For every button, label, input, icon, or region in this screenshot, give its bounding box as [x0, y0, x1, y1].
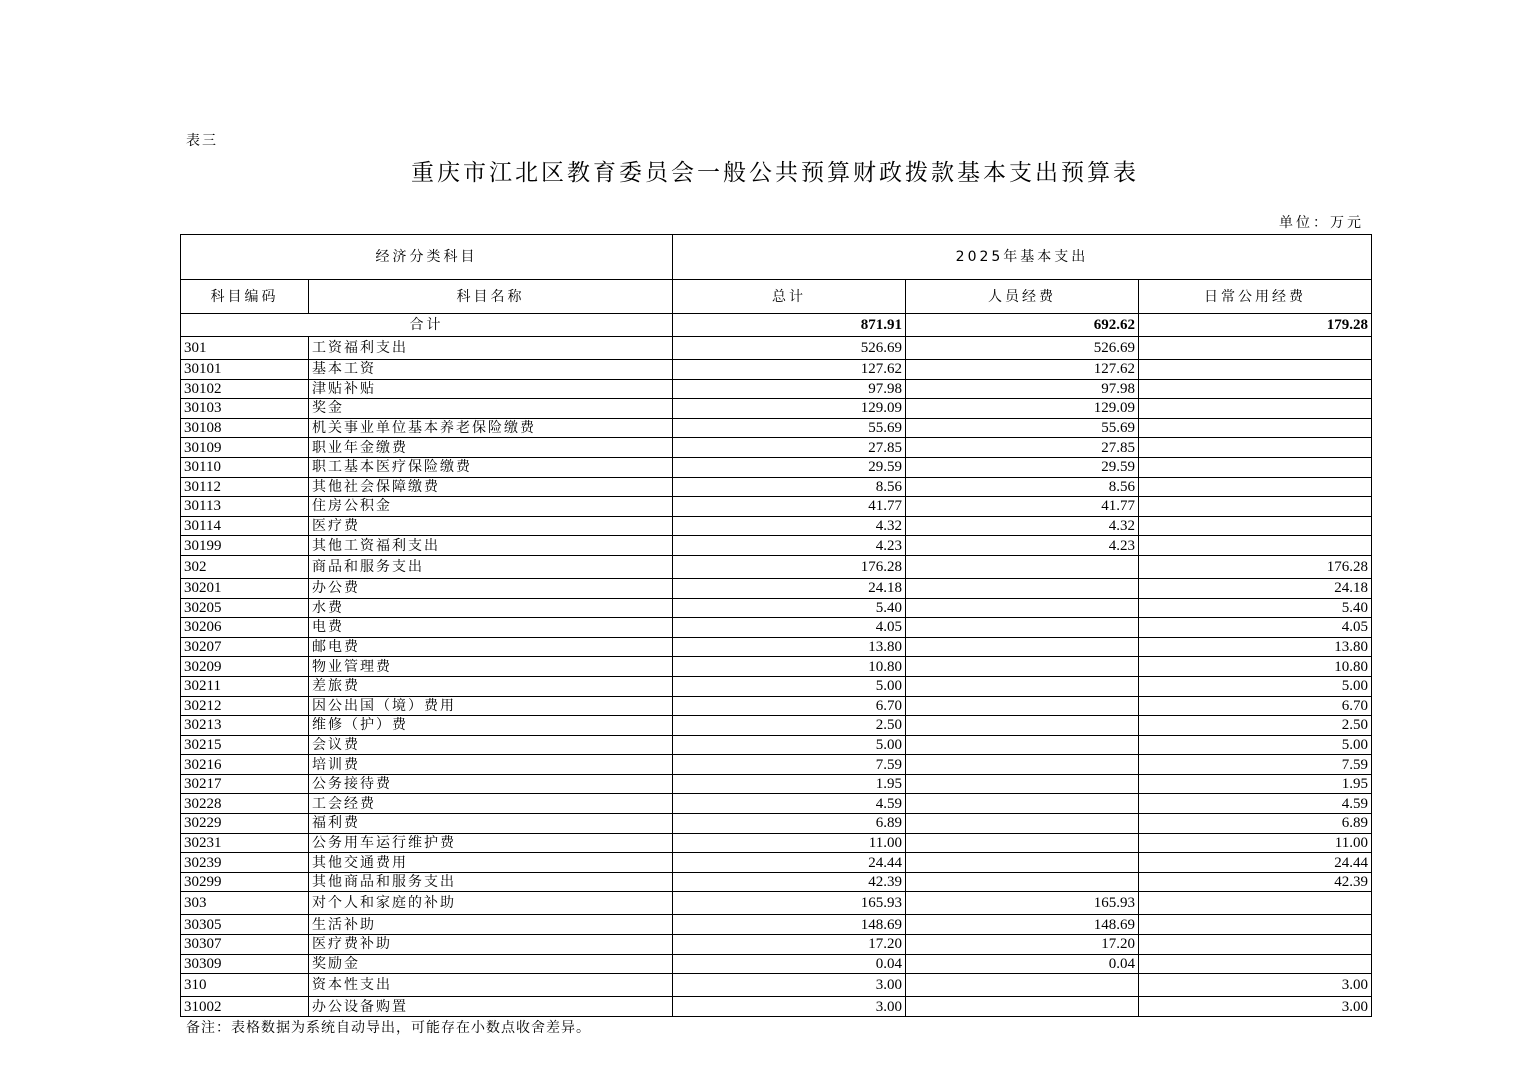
table-row	[181, 676, 1372, 696]
public-cell	[1139, 497, 1372, 517]
name-cell: 办公费	[309, 578, 673, 598]
personnel-cell	[906, 997, 1139, 1017]
public-cell: 42.39	[1139, 872, 1372, 892]
code-cell: 30212	[181, 696, 309, 716]
code-cell: 30205	[181, 598, 309, 618]
name-cell: 物业管理费	[309, 657, 673, 677]
table-row	[181, 399, 1372, 419]
table-row	[181, 418, 1372, 438]
public-cell: 2.50	[1139, 716, 1372, 736]
name-cell: 基本工资	[309, 360, 673, 380]
personnel-cell	[906, 974, 1139, 997]
total-cell: 11.00	[673, 833, 906, 853]
code-cell: 30211	[181, 676, 309, 696]
table-row	[181, 516, 1372, 536]
total-cell: 24.18	[673, 578, 906, 598]
public-cell: 10.80	[1139, 657, 1372, 677]
total-cell: 176.28	[673, 555, 906, 578]
public-cell	[1139, 892, 1372, 915]
name-cell: 电费	[309, 618, 673, 638]
name-cell: 生活补助	[309, 915, 673, 935]
table-row	[181, 935, 1372, 955]
code-cell: 30199	[181, 536, 309, 556]
total-cell: 129.09	[673, 399, 906, 419]
public-cell: 5.40	[1139, 598, 1372, 618]
personnel-cell	[906, 814, 1139, 834]
personnel-cell	[906, 696, 1139, 716]
total-cell: 4.23	[673, 536, 906, 556]
table-row	[181, 637, 1372, 657]
total-public: 179.28	[1139, 314, 1372, 337]
personnel-cell: 0.04	[906, 954, 1139, 974]
public-cell	[1139, 935, 1372, 955]
name-cell: 商品和服务支出	[309, 555, 673, 578]
personnel-cell: 148.69	[906, 915, 1139, 935]
personnel-cell: 526.69	[906, 337, 1139, 360]
code-cell: 30229	[181, 814, 309, 834]
code-cell: 30110	[181, 457, 309, 477]
code-cell: 30217	[181, 774, 309, 794]
table-row	[181, 755, 1372, 775]
personnel-cell	[906, 657, 1139, 677]
public-cell: 4.59	[1139, 794, 1372, 814]
total-cell: 42.39	[673, 872, 906, 892]
table-row	[181, 915, 1372, 935]
page-title: 重庆市江北区教育委员会一般公共预算财政拨款基本支出预算表	[411, 160, 1139, 186]
name-cell: 其他工资福利支出	[309, 536, 673, 556]
personnel-cell	[906, 618, 1139, 638]
name-cell: 其他交通费用	[309, 853, 673, 873]
table-row	[181, 794, 1372, 814]
public-cell	[1139, 438, 1372, 458]
code-cell: 30103	[181, 399, 309, 419]
personnel-cell	[906, 735, 1139, 755]
public-cell: 176.28	[1139, 555, 1372, 578]
total-cell: 1.95	[673, 774, 906, 794]
code-cell: 30102	[181, 379, 309, 399]
public-cell	[1139, 418, 1372, 438]
total-cell: 2.50	[673, 716, 906, 736]
table-row	[181, 997, 1372, 1017]
table-row	[181, 438, 1372, 458]
table-row	[181, 954, 1372, 974]
personnel-cell: 4.23	[906, 536, 1139, 556]
total-cell: 24.44	[673, 853, 906, 873]
code-cell: 30215	[181, 735, 309, 755]
table-row	[181, 497, 1372, 517]
column-header-personnel: 人员经费	[906, 280, 1139, 314]
total-cell: 127.62	[673, 360, 906, 380]
name-cell: 职工基本医疗保险缴费	[309, 457, 673, 477]
total-cell: 5.00	[673, 676, 906, 696]
public-cell	[1139, 536, 1372, 556]
table-body	[181, 235, 1372, 1017]
public-cell	[1139, 379, 1372, 399]
personnel-cell: 55.69	[906, 418, 1139, 438]
code-cell: 303	[181, 892, 309, 915]
table-row	[181, 578, 1372, 598]
public-cell: 6.70	[1139, 696, 1372, 716]
public-cell: 3.00	[1139, 997, 1372, 1017]
budget-table	[180, 234, 1372, 1017]
code-cell: 30305	[181, 915, 309, 935]
name-cell: 公务用车运行维护费	[309, 833, 673, 853]
table-row	[181, 618, 1372, 638]
total-cell: 4.05	[673, 618, 906, 638]
table-row	[181, 735, 1372, 755]
total-amount: 871.91	[673, 314, 906, 337]
total-cell: 526.69	[673, 337, 906, 360]
total-cell: 4.59	[673, 794, 906, 814]
code-cell: 30108	[181, 418, 309, 438]
public-cell	[1139, 337, 1372, 360]
public-cell: 7.59	[1139, 755, 1372, 775]
name-cell: 奖金	[309, 399, 673, 419]
total-cell: 7.59	[673, 755, 906, 775]
personnel-cell	[906, 872, 1139, 892]
code-cell: 301	[181, 337, 309, 360]
total-cell: 13.80	[673, 637, 906, 657]
public-cell: 5.00	[1139, 735, 1372, 755]
public-cell: 1.95	[1139, 774, 1372, 794]
name-cell: 会议费	[309, 735, 673, 755]
table-row	[181, 814, 1372, 834]
name-cell: 因公出国（境）费用	[309, 696, 673, 716]
code-cell: 31002	[181, 997, 309, 1017]
code-cell: 30112	[181, 477, 309, 497]
code-cell: 30209	[181, 657, 309, 677]
table-row	[181, 379, 1372, 399]
table-row	[181, 853, 1372, 873]
name-cell: 公务接待费	[309, 774, 673, 794]
unit-label: 单位：万元	[1279, 215, 1364, 231]
table-row	[181, 555, 1372, 578]
name-cell: 津贴补贴	[309, 379, 673, 399]
code-cell: 30201	[181, 578, 309, 598]
name-cell: 对个人和家庭的补助	[309, 892, 673, 915]
column-header-code: 科目编码	[181, 280, 309, 314]
header-row-columns	[181, 280, 1372, 314]
header-economic-classification: 经济分类科目	[181, 235, 673, 280]
code-cell: 30299	[181, 872, 309, 892]
column-header-total: 总计	[673, 280, 906, 314]
code-cell: 30101	[181, 360, 309, 380]
personnel-cell	[906, 833, 1139, 853]
table-row	[181, 337, 1372, 360]
personnel-cell	[906, 637, 1139, 657]
total-row	[181, 314, 1372, 337]
personnel-cell	[906, 676, 1139, 696]
column-header-public: 日常公用经费	[1139, 280, 1372, 314]
personnel-cell	[906, 555, 1139, 578]
public-cell: 3.00	[1139, 974, 1372, 997]
total-cell: 55.69	[673, 418, 906, 438]
code-cell: 30113	[181, 497, 309, 517]
total-cell: 6.89	[673, 814, 906, 834]
total-personnel: 692.62	[906, 314, 1139, 337]
public-cell: 24.18	[1139, 578, 1372, 598]
name-cell: 医疗费补助	[309, 935, 673, 955]
personnel-cell: 29.59	[906, 457, 1139, 477]
name-cell: 医疗费	[309, 516, 673, 536]
personnel-cell: 97.98	[906, 379, 1139, 399]
personnel-cell: 129.09	[906, 399, 1139, 419]
header-row-group	[181, 235, 1372, 280]
public-cell: 5.00	[1139, 676, 1372, 696]
personnel-cell	[906, 716, 1139, 736]
code-cell: 30309	[181, 954, 309, 974]
total-cell: 97.98	[673, 379, 906, 399]
name-cell: 邮电费	[309, 637, 673, 657]
total-cell: 5.00	[673, 735, 906, 755]
public-cell: 11.00	[1139, 833, 1372, 853]
name-cell: 培训费	[309, 755, 673, 775]
public-cell	[1139, 915, 1372, 935]
name-cell: 奖励金	[309, 954, 673, 974]
table-row	[181, 974, 1372, 997]
total-label: 合计	[181, 314, 673, 337]
total-cell: 148.69	[673, 915, 906, 935]
public-cell	[1139, 360, 1372, 380]
code-cell: 302	[181, 555, 309, 578]
total-cell: 3.00	[673, 997, 906, 1017]
code-cell: 310	[181, 974, 309, 997]
total-cell: 6.70	[673, 696, 906, 716]
personnel-cell	[906, 598, 1139, 618]
table-label: 表三	[186, 133, 218, 149]
personnel-cell	[906, 794, 1139, 814]
header-basic-expenditure: 2025年基本支出	[673, 235, 1372, 280]
public-cell: 6.89	[1139, 814, 1372, 834]
personnel-cell: 165.93	[906, 892, 1139, 915]
total-cell: 5.40	[673, 598, 906, 618]
name-cell: 福利费	[309, 814, 673, 834]
personnel-cell	[906, 578, 1139, 598]
name-cell: 工资福利支出	[309, 337, 673, 360]
total-cell: 3.00	[673, 974, 906, 997]
code-cell: 30206	[181, 618, 309, 638]
name-cell: 住房公积金	[309, 497, 673, 517]
total-cell: 0.04	[673, 954, 906, 974]
personnel-cell: 17.20	[906, 935, 1139, 955]
table-row	[181, 536, 1372, 556]
name-cell: 资本性支出	[309, 974, 673, 997]
table-row	[181, 477, 1372, 497]
code-cell: 30114	[181, 516, 309, 536]
total-cell: 29.59	[673, 457, 906, 477]
table-row	[181, 657, 1372, 677]
personnel-cell: 41.77	[906, 497, 1139, 517]
table-row	[181, 833, 1372, 853]
personnel-cell: 27.85	[906, 438, 1139, 458]
name-cell: 维修（护）费	[309, 716, 673, 736]
total-cell: 8.56	[673, 477, 906, 497]
code-cell: 30307	[181, 935, 309, 955]
total-cell: 10.80	[673, 657, 906, 677]
table-row	[181, 360, 1372, 380]
code-cell: 30207	[181, 637, 309, 657]
name-cell: 水费	[309, 598, 673, 618]
table-row	[181, 872, 1372, 892]
public-cell: 4.05	[1139, 618, 1372, 638]
table-row	[181, 774, 1372, 794]
personnel-cell	[906, 755, 1139, 775]
table-row	[181, 598, 1372, 618]
code-cell: 30231	[181, 833, 309, 853]
total-cell: 27.85	[673, 438, 906, 458]
table-row	[181, 716, 1372, 736]
name-cell: 机关事业单位基本养老保险缴费	[309, 418, 673, 438]
public-cell	[1139, 954, 1372, 974]
name-cell: 其他社会保障缴费	[309, 477, 673, 497]
code-cell: 30213	[181, 716, 309, 736]
personnel-cell: 4.32	[906, 516, 1139, 536]
name-cell: 职业年金缴费	[309, 438, 673, 458]
name-cell: 工会经费	[309, 794, 673, 814]
code-cell: 30239	[181, 853, 309, 873]
total-cell: 17.20	[673, 935, 906, 955]
personnel-cell: 8.56	[906, 477, 1139, 497]
public-cell	[1139, 457, 1372, 477]
public-cell	[1139, 399, 1372, 419]
code-cell: 30228	[181, 794, 309, 814]
public-cell: 13.80	[1139, 637, 1372, 657]
name-cell: 差旅费	[309, 676, 673, 696]
table-row	[181, 696, 1372, 716]
public-cell: 24.44	[1139, 853, 1372, 873]
personnel-cell	[906, 853, 1139, 873]
code-cell: 30216	[181, 755, 309, 775]
public-cell	[1139, 477, 1372, 497]
table-row	[181, 892, 1372, 915]
total-cell: 4.32	[673, 516, 906, 536]
footnote: 备注：表格数据为系统自动导出，可能存在小数点收舍差异。	[186, 1020, 591, 1036]
column-header-name: 科目名称	[309, 280, 673, 314]
name-cell: 其他商品和服务支出	[309, 872, 673, 892]
total-cell: 165.93	[673, 892, 906, 915]
code-cell: 30109	[181, 438, 309, 458]
name-cell: 办公设备购置	[309, 997, 673, 1017]
personnel-cell: 127.62	[906, 360, 1139, 380]
personnel-cell	[906, 774, 1139, 794]
total-cell: 41.77	[673, 497, 906, 517]
table-row	[181, 457, 1372, 477]
public-cell	[1139, 516, 1372, 536]
